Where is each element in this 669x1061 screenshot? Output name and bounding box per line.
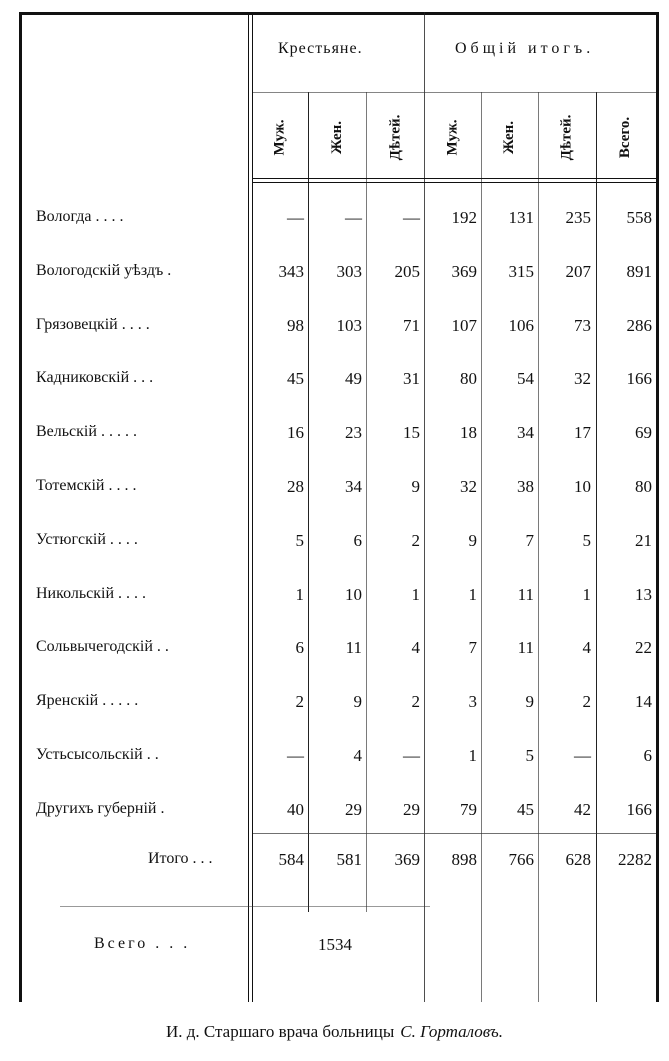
cell: 9 bbox=[411, 477, 420, 496]
cell: 103 bbox=[336, 315, 362, 335]
cell: 1 bbox=[468, 746, 477, 765]
cell: 2 bbox=[411, 692, 420, 712]
row-label: Сольвычегодскiй . . bbox=[36, 638, 169, 656]
cell: 32 bbox=[460, 477, 477, 496]
cell: 1 bbox=[468, 584, 477, 604]
header-bottom-line bbox=[253, 178, 656, 183]
total-row bbox=[0, 850, 669, 904]
group-header-line bbox=[253, 92, 656, 93]
col-header-women: Жен. bbox=[501, 120, 518, 155]
cell: — bbox=[403, 746, 420, 765]
cell: — bbox=[287, 746, 304, 765]
cell: 369 bbox=[451, 261, 477, 281]
cell: 891 bbox=[626, 261, 652, 281]
cell: 286 bbox=[626, 315, 652, 335]
cell: 192 bbox=[451, 208, 477, 227]
cell: 29 bbox=[345, 799, 362, 819]
row-label: Тотемскiй . . . . bbox=[36, 477, 137, 494]
cell: 16 bbox=[287, 423, 304, 443]
cell: 40 bbox=[287, 799, 304, 819]
row-label: Кадниковскiй . . . bbox=[36, 369, 154, 387]
cell: 21 bbox=[635, 530, 652, 550]
cell: 106 bbox=[508, 315, 534, 335]
table-row bbox=[0, 262, 669, 316]
cell: 28 bbox=[287, 477, 304, 496]
group-header-peasants: Крестьяне. bbox=[278, 40, 363, 57]
cell: 80 bbox=[460, 369, 477, 389]
cell: 11 bbox=[517, 638, 534, 658]
row-label: Вологда . . . . bbox=[36, 208, 124, 225]
cell: 235 bbox=[565, 208, 591, 227]
cell: 73 bbox=[574, 315, 591, 335]
cell: 71 bbox=[403, 315, 420, 335]
col-header-women: Жен. bbox=[329, 120, 346, 155]
cell: 107 bbox=[451, 315, 477, 335]
cell: — bbox=[403, 208, 420, 227]
cell: 45 bbox=[517, 799, 534, 819]
cell: 9 bbox=[468, 530, 477, 550]
table-row bbox=[0, 423, 669, 477]
cell: 6 bbox=[353, 530, 362, 550]
grand-total-value: 1534 bbox=[318, 935, 352, 954]
cell: 9 bbox=[525, 692, 534, 712]
table-row bbox=[0, 208, 669, 262]
row-label: Грязовецкiй . . . . bbox=[36, 315, 150, 333]
cell: 1 bbox=[582, 584, 591, 604]
footer-title: И. д. Старшаго врача больницы bbox=[165, 1022, 395, 1041]
cell: 10 bbox=[345, 584, 362, 604]
cell: 898 bbox=[451, 850, 477, 869]
row-label: Другихъ губернiй . bbox=[36, 799, 165, 817]
cell: 4 bbox=[411, 638, 420, 658]
cell: 131 bbox=[508, 208, 534, 227]
row-label: Никольскiй . . . . bbox=[36, 584, 147, 602]
cell: 2 bbox=[582, 692, 591, 712]
cell: 584 bbox=[278, 850, 304, 869]
cell: 303 bbox=[336, 261, 362, 281]
cell: 207 bbox=[565, 261, 591, 281]
cell: 79 bbox=[460, 799, 477, 819]
cell: 205 bbox=[394, 261, 420, 281]
row-label: Вологодскiй уѣздъ . bbox=[36, 261, 172, 279]
cell: 15 bbox=[403, 423, 420, 443]
cell: 34 bbox=[517, 423, 534, 443]
cell: 32 bbox=[574, 369, 591, 389]
cell: 13 bbox=[635, 584, 652, 604]
cell: 3 bbox=[468, 692, 477, 712]
table-row bbox=[0, 585, 669, 639]
cell: 45 bbox=[287, 369, 304, 389]
cell: — bbox=[287, 208, 304, 227]
cell: 2282 bbox=[618, 850, 652, 869]
cell: 628 bbox=[565, 850, 591, 869]
row-label: Яренскiй . . . . . bbox=[36, 692, 139, 710]
cell: 2 bbox=[295, 692, 304, 712]
cell: 38 bbox=[517, 477, 534, 496]
grand-total-row bbox=[0, 935, 669, 989]
col-header-children: Дѣтей. bbox=[387, 114, 404, 161]
footer-signer: С. Горталовъ. bbox=[400, 1022, 504, 1041]
group-header-total: Общiй итогъ. bbox=[455, 40, 595, 57]
cell: 4 bbox=[353, 746, 362, 765]
table-row bbox=[0, 531, 669, 585]
cell: 5 bbox=[582, 530, 591, 550]
cell: 34 bbox=[345, 477, 362, 496]
cell: 166 bbox=[626, 369, 652, 389]
footer-signature bbox=[0, 1022, 669, 1042]
cell: 18 bbox=[460, 423, 477, 443]
cell: — bbox=[574, 746, 591, 765]
cell: 166 bbox=[626, 799, 652, 819]
cell: 369 bbox=[394, 850, 420, 869]
col-header-men: Муж. bbox=[444, 119, 461, 156]
table-row bbox=[0, 746, 669, 800]
cell: 6 bbox=[295, 638, 304, 658]
cell: 42 bbox=[574, 799, 591, 819]
table-row bbox=[0, 692, 669, 746]
cell: 2 bbox=[411, 530, 420, 550]
cell: — bbox=[345, 208, 362, 227]
cell: 4 bbox=[582, 638, 591, 658]
cell: 315 bbox=[508, 261, 534, 281]
table-row bbox=[0, 477, 669, 531]
cell: 98 bbox=[287, 315, 304, 335]
cell: 31 bbox=[403, 369, 420, 389]
cell: 11 bbox=[517, 584, 534, 604]
col-header-men: Муж. bbox=[271, 119, 288, 156]
table-row bbox=[0, 638, 669, 692]
cell: 343 bbox=[278, 261, 304, 281]
cell: 7 bbox=[468, 638, 477, 658]
cell: 69 bbox=[635, 423, 652, 443]
row-label: Итого . . . bbox=[148, 850, 213, 867]
cell: 10 bbox=[574, 477, 591, 496]
cell: 49 bbox=[345, 369, 362, 389]
cell: 11 bbox=[345, 638, 362, 658]
cell: 9 bbox=[353, 692, 362, 712]
grand-line bbox=[60, 906, 430, 907]
col-header-children: Дѣтей. bbox=[558, 114, 575, 161]
cell: 7 bbox=[525, 530, 534, 550]
cell: 29 bbox=[403, 799, 420, 819]
cell: 80 bbox=[635, 477, 652, 496]
cell: 1 bbox=[295, 584, 304, 604]
table-row bbox=[0, 316, 669, 370]
cell: 6 bbox=[643, 746, 652, 765]
cell: 5 bbox=[295, 530, 304, 550]
cell: 766 bbox=[508, 850, 534, 869]
cell: 558 bbox=[626, 208, 652, 227]
cell: 23 bbox=[345, 423, 362, 443]
cell: 14 bbox=[635, 692, 652, 712]
row-label: Устюгскiй . . . . bbox=[36, 530, 138, 548]
cell: 22 bbox=[635, 638, 652, 658]
cell: 5 bbox=[525, 746, 534, 765]
row-label: Вельскiй . . . . . bbox=[36, 423, 137, 441]
row-label: Всего . . . bbox=[94, 935, 191, 952]
col-header-all: Всего. bbox=[617, 116, 634, 159]
cell: 54 bbox=[517, 369, 534, 389]
table-row bbox=[0, 369, 669, 423]
row-label: Устьсысольскiй . . bbox=[36, 746, 159, 763]
table-row bbox=[0, 800, 669, 854]
cell: 17 bbox=[574, 423, 591, 443]
cell: 581 bbox=[336, 850, 362, 869]
cell: 1 bbox=[411, 584, 420, 604]
